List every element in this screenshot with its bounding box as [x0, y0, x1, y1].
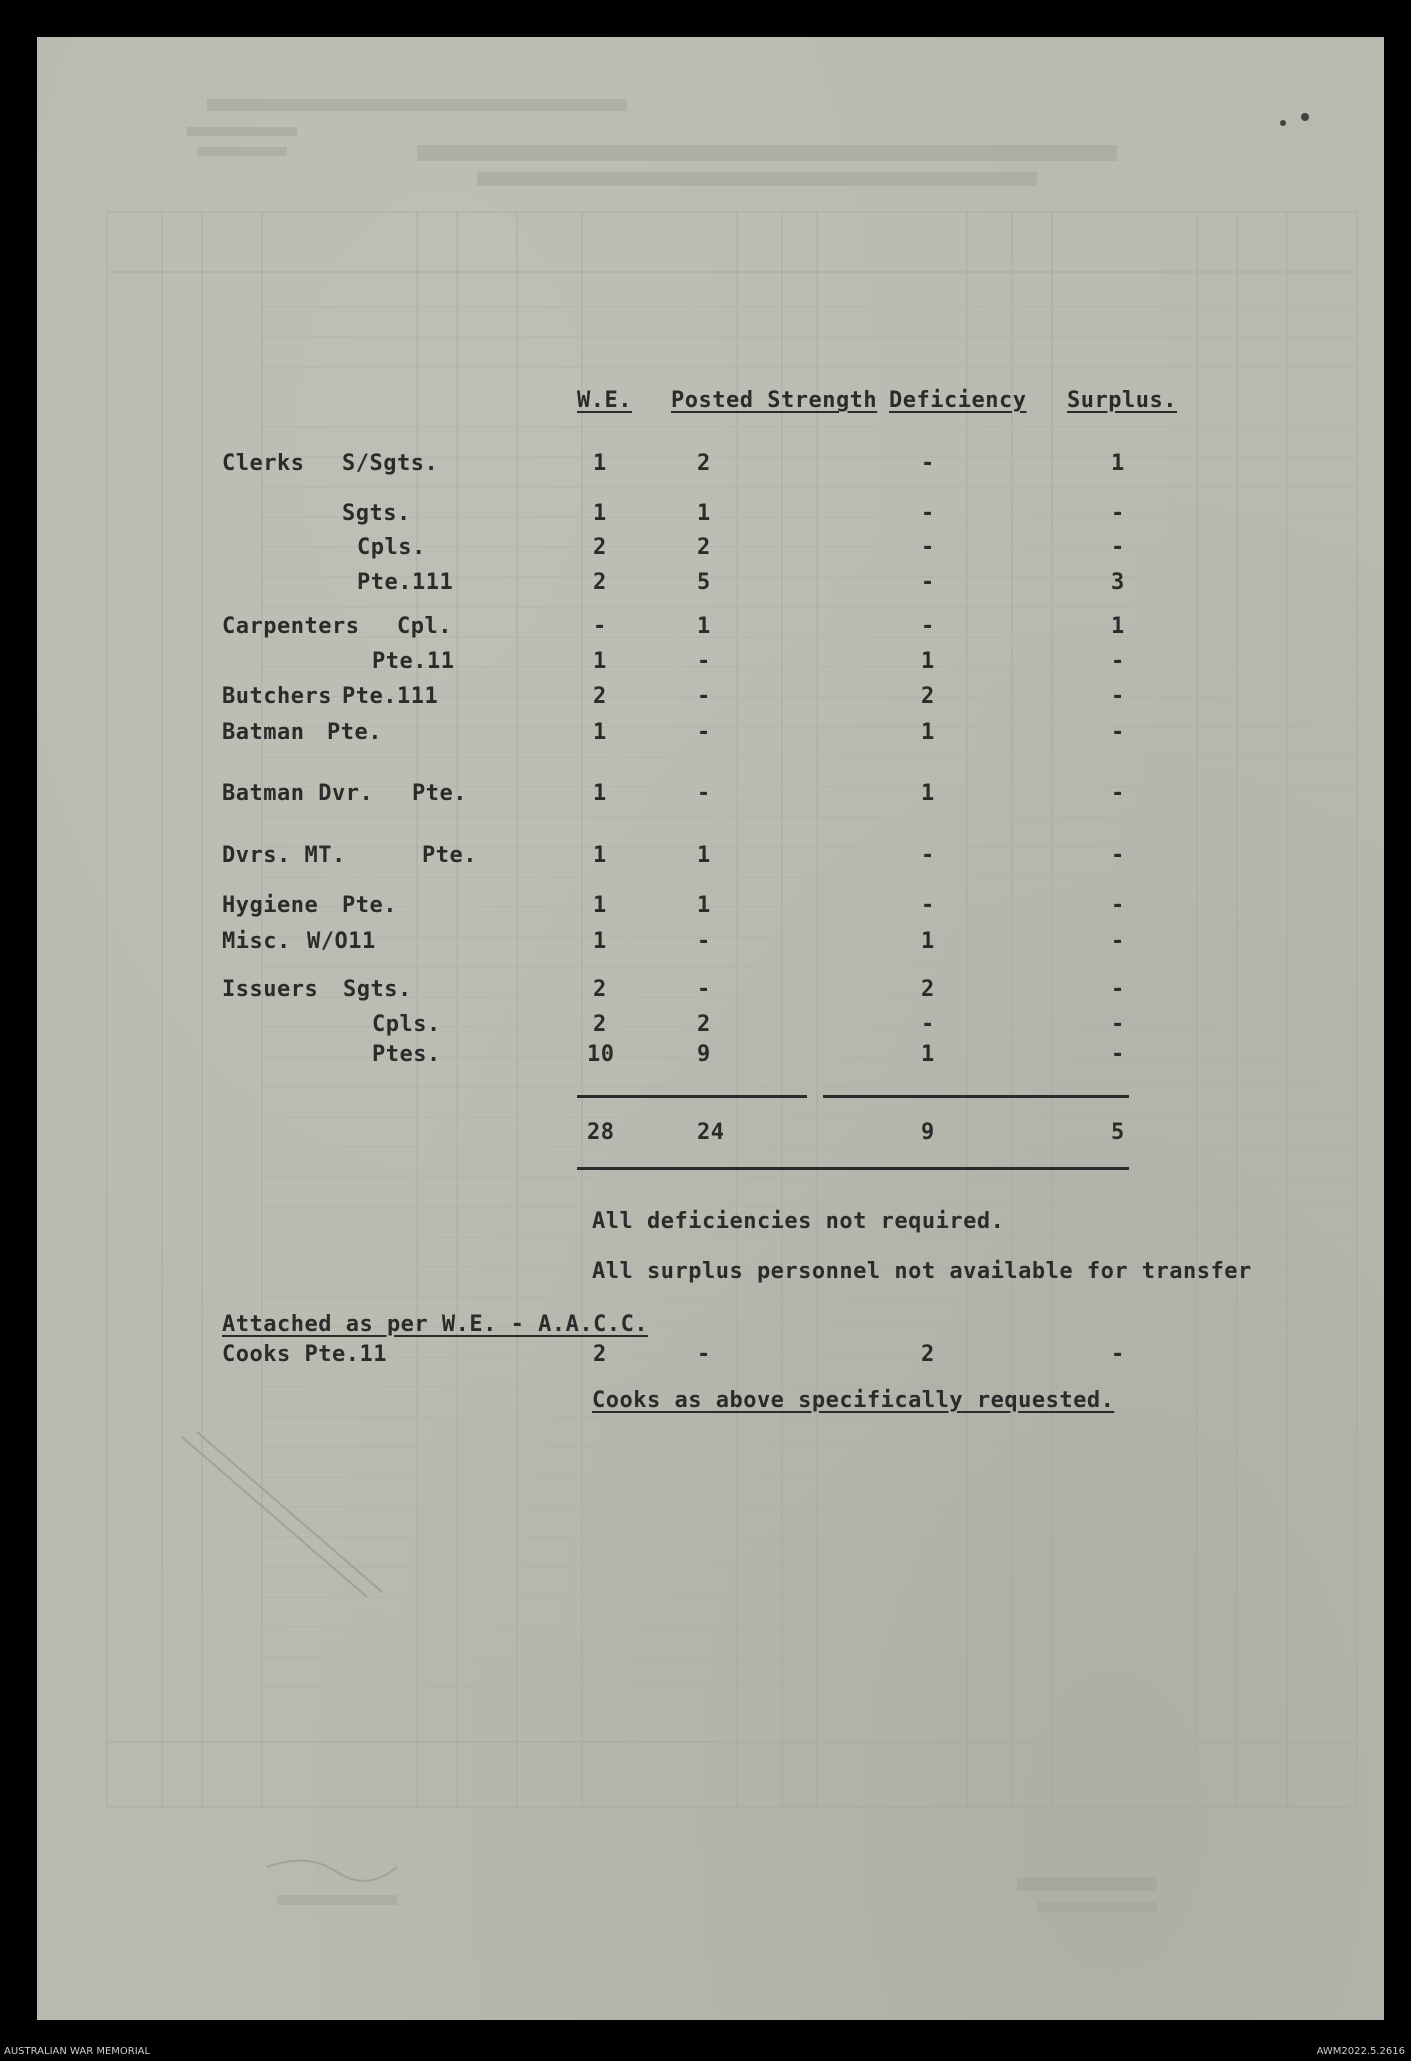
row-category: Butchers: [222, 684, 332, 709]
row-we: 2: [593, 535, 607, 560]
row-surplus: -: [1111, 501, 1125, 526]
row-we: 1: [593, 649, 607, 674]
cooks-posted: -: [697, 1342, 711, 1367]
row-deficiency: -: [921, 451, 935, 476]
row-posted: 2: [697, 535, 711, 560]
row-rank: Pte.: [422, 843, 477, 868]
row-category: Misc.: [222, 929, 291, 954]
row-rank: S/Sgts.: [342, 451, 439, 476]
archive-credit: AUSTRALIAN WAR MEMORIAL: [4, 2046, 151, 2057]
row-posted: 9: [697, 1042, 711, 1067]
cooks-deficiency: 2: [921, 1342, 935, 1367]
row-category: Issuers: [222, 977, 319, 1002]
row-surplus: -: [1111, 1012, 1125, 1037]
row-we: 1: [593, 720, 607, 745]
row-deficiency: -: [921, 614, 935, 639]
row-deficiency: 1: [921, 649, 935, 674]
row-deficiency: 1: [921, 720, 935, 745]
totals-top-rule: [577, 1095, 807, 1098]
cooks-we: 2: [593, 1342, 607, 1367]
row-surplus: -: [1111, 1042, 1125, 1067]
row-posted: -: [697, 977, 711, 1002]
row-rank: Ptes.: [372, 1042, 441, 1067]
row-posted: 2: [697, 1012, 711, 1037]
row-surplus: 3: [1111, 570, 1125, 595]
row-deficiency: 1: [921, 781, 935, 806]
row-rank: Pte.11: [372, 649, 455, 674]
row-rank: Sgts.: [342, 501, 411, 526]
row-we: 1: [593, 451, 607, 476]
row-category: Hygiene: [222, 893, 319, 918]
row-surplus: -: [1111, 843, 1125, 868]
row-we: 2: [593, 570, 607, 595]
header-we: W.E.: [577, 388, 632, 413]
row-we: -: [593, 614, 607, 639]
row-rank: Cpl.: [397, 614, 452, 639]
row-category: Batman Dvr.: [222, 781, 374, 806]
total-we: 28: [587, 1120, 615, 1145]
cooks-label: Cooks Pte.11: [222, 1342, 387, 1367]
row-posted: -: [697, 649, 711, 674]
total-posted: 24: [697, 1120, 725, 1145]
row-category: Carpenters: [222, 614, 360, 639]
totals-top-rule: [823, 1095, 1129, 1098]
row-surplus: -: [1111, 649, 1125, 674]
row-posted: -: [697, 720, 711, 745]
row-surplus: -: [1111, 977, 1125, 1002]
row-surplus: -: [1111, 684, 1125, 709]
row-we: 2: [593, 1012, 607, 1037]
row-rank: W/O11: [307, 929, 376, 954]
note-surplus: All surplus personnel not available for transfer: [592, 1259, 1252, 1284]
row-category: Clerks: [222, 451, 305, 476]
row-we: 1: [593, 843, 607, 868]
row-deficiency: -: [921, 535, 935, 560]
totals-bottom-rule: [577, 1167, 1129, 1170]
row-posted: 1: [697, 501, 711, 526]
row-rank: Cpls.: [372, 1012, 441, 1037]
row-posted: 1: [697, 893, 711, 918]
row-posted: 1: [697, 614, 711, 639]
row-posted: -: [697, 929, 711, 954]
row-rank: Pte.111: [357, 570, 454, 595]
row-rank: Pte.: [342, 893, 397, 918]
row-posted: 5: [697, 570, 711, 595]
archive-reference: AWM2022.5.2616: [1316, 2046, 1405, 2057]
row-surplus: -: [1111, 929, 1125, 954]
row-we: 2: [593, 684, 607, 709]
row-we: 1: [593, 929, 607, 954]
row-we: 1: [593, 501, 607, 526]
row-surplus: -: [1111, 781, 1125, 806]
row-surplus: -: [1111, 535, 1125, 560]
document-page: [37, 37, 1384, 2020]
row-deficiency: -: [921, 501, 935, 526]
row-rank: Pte.111: [342, 684, 439, 709]
row-surplus: -: [1111, 893, 1125, 918]
header-deficiency: Deficiency: [889, 388, 1027, 413]
row-posted: 2: [697, 451, 711, 476]
cooks-request-note: Cooks as above specifically requested.: [592, 1388, 1115, 1413]
row-category: Batman: [222, 720, 305, 745]
row-deficiency: -: [921, 570, 935, 595]
row-deficiency: 1: [921, 929, 935, 954]
cooks-surplus: -: [1111, 1342, 1125, 1367]
row-posted: -: [697, 684, 711, 709]
row-deficiency: 1: [921, 1042, 935, 1067]
row-deficiency: -: [921, 843, 935, 868]
row-we: 1: [593, 781, 607, 806]
attached-heading: Attached as per W.E. - A.A.C.C.: [222, 1312, 649, 1337]
row-posted: -: [697, 781, 711, 806]
row-surplus: 1: [1111, 614, 1125, 639]
total-surplus: 5: [1111, 1120, 1125, 1145]
row-deficiency: 2: [921, 977, 935, 1002]
row-surplus: 1: [1111, 451, 1125, 476]
row-rank: Sgts.: [343, 977, 412, 1002]
row-we: 1: [593, 893, 607, 918]
row-posted: 1: [697, 843, 711, 868]
row-deficiency: 2: [921, 684, 935, 709]
header-posted-strength: Posted Strength: [671, 388, 878, 413]
row-we: 10: [587, 1042, 615, 1067]
row-rank: Pte.: [412, 781, 467, 806]
header-surplus: Surplus.: [1067, 388, 1177, 413]
row-category: Dvrs. MT.: [222, 843, 346, 868]
note-deficiencies: All deficiencies not required.: [592, 1209, 1005, 1234]
total-deficiency: 9: [921, 1120, 935, 1145]
row-rank: Cpls.: [357, 535, 426, 560]
row-we: 2: [593, 977, 607, 1002]
row-deficiency: -: [921, 893, 935, 918]
row-surplus: -: [1111, 720, 1125, 745]
row-deficiency: -: [921, 1012, 935, 1037]
row-rank: Pte.: [327, 720, 382, 745]
